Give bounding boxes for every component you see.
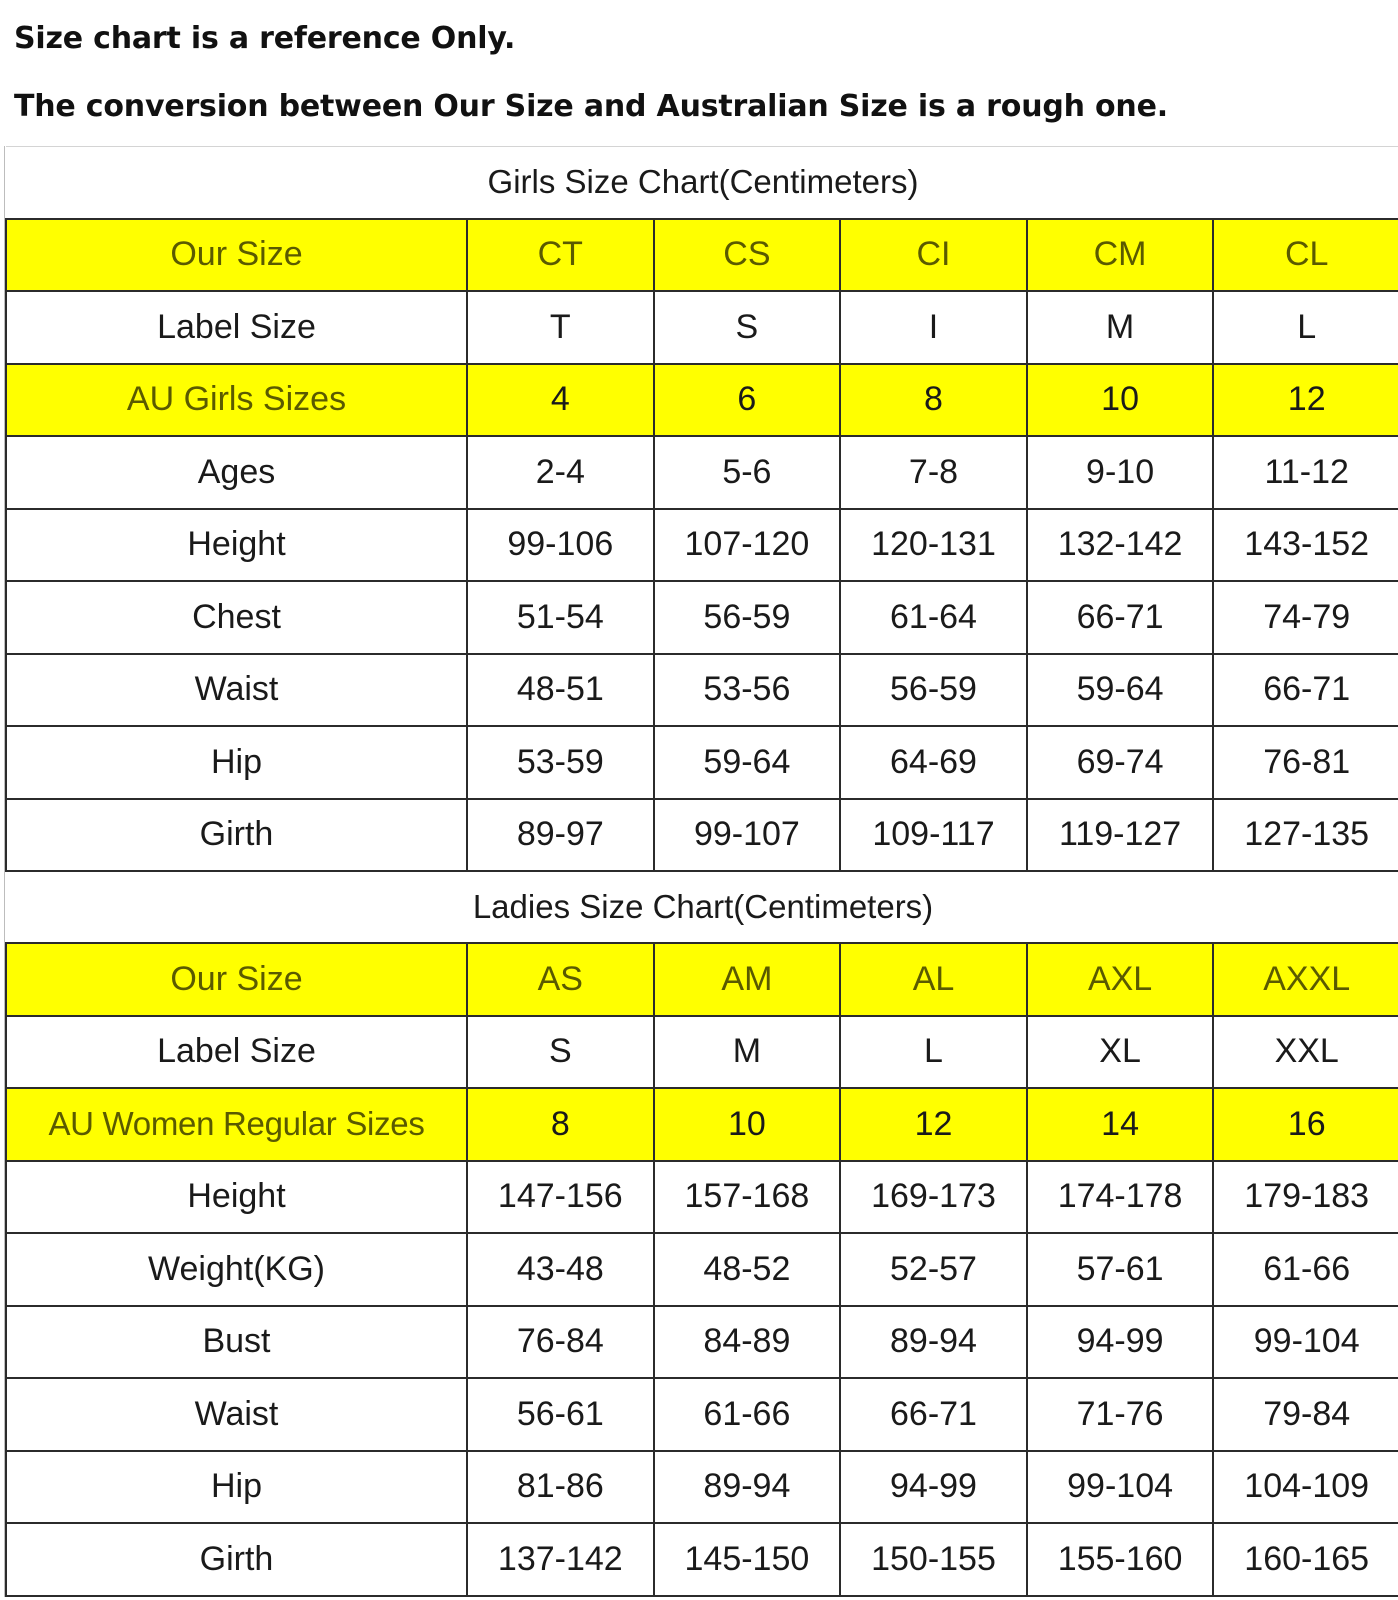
table-cell: L	[1213, 291, 1398, 364]
table-cell: I	[840, 291, 1027, 364]
table-cell: 4	[467, 364, 654, 437]
row-label: Our Size	[6, 943, 467, 1016]
table-cell: 150-155	[840, 1523, 1027, 1596]
table-cell: 99-106	[467, 509, 654, 582]
row-label: Girth	[6, 1523, 467, 1596]
table-cell: 107-120	[654, 509, 841, 582]
ladies-row-girth	[6, 1523, 1398, 1596]
table-cell: 56-59	[654, 581, 841, 654]
table-cell: 59-64	[654, 726, 841, 799]
table-cell: 61-66	[1213, 1233, 1398, 1306]
table-cell: 5-6	[654, 436, 841, 509]
table-cell: CI	[840, 219, 1027, 292]
ladies-caption-row	[6, 871, 1398, 943]
table-cell: 109-117	[840, 799, 1027, 872]
table-cell: CS	[654, 219, 841, 292]
table-cell: 48-52	[654, 1233, 841, 1306]
table-cell: 48-51	[467, 654, 654, 727]
table-cell: 12	[840, 1088, 1027, 1161]
table-cell: 119-127	[1027, 799, 1214, 872]
table-cell: 76-81	[1213, 726, 1398, 799]
table-cell: 57-61	[1027, 1233, 1214, 1306]
table-cell: 59-64	[1027, 654, 1214, 727]
table-cell: 12	[1213, 364, 1398, 437]
girls-chart-caption: Girls Size Chart(Centimeters)	[6, 147, 1398, 219]
table-cell: 8	[840, 364, 1027, 437]
table-cell: 94-99	[1027, 1306, 1214, 1379]
table-cell: CL	[1213, 219, 1398, 292]
table-cell: T	[467, 291, 654, 364]
table-cell: 2-4	[467, 436, 654, 509]
table-cell: 53-59	[467, 726, 654, 799]
table-cell: AXL	[1027, 943, 1214, 1016]
row-label: Chest	[6, 581, 467, 654]
conversion-note: The conversion between Our Size and Australian Size is a rough one.	[14, 89, 1168, 124]
reference-note: Size chart is a reference Only.	[14, 21, 516, 56]
table-cell: AXXL	[1213, 943, 1398, 1016]
row-label: Girth	[6, 799, 467, 872]
table-cell: 71-76	[1027, 1378, 1214, 1451]
row-label: Ages	[6, 436, 467, 509]
ladies-row-height	[6, 1161, 1398, 1234]
table-cell: 89-94	[840, 1306, 1027, 1379]
table-cell: 143-152	[1213, 509, 1398, 582]
table-cell: 14	[1027, 1088, 1214, 1161]
table-cell: XXL	[1213, 1016, 1398, 1089]
table-cell: 99-104	[1213, 1306, 1398, 1379]
ladies-chart-caption: Ladies Size Chart(Centimeters)	[6, 871, 1398, 943]
ladies-row-our-size	[6, 943, 1398, 1016]
table-cell: 16	[1213, 1088, 1398, 1161]
table-cell: XL	[1027, 1016, 1214, 1089]
table-cell: 79-84	[1213, 1378, 1398, 1451]
row-label: Hip	[6, 726, 467, 799]
table-cell: 66-71	[1027, 581, 1214, 654]
row-label: Label Size	[6, 291, 467, 364]
table-cell: 160-165	[1213, 1523, 1398, 1596]
size-chart-body	[6, 147, 1398, 1596]
table-cell: 147-156	[467, 1161, 654, 1234]
table-cell: AL	[840, 943, 1027, 1016]
table-cell: AM	[654, 943, 841, 1016]
girls-row-label-size	[6, 291, 1398, 364]
table-cell: 64-69	[840, 726, 1027, 799]
row-label: Label Size	[6, 1016, 467, 1089]
size-chart-table	[5, 146, 1398, 1597]
table-cell: 61-64	[840, 581, 1027, 654]
ladies-row-waist	[6, 1378, 1398, 1451]
girls-caption-row	[6, 147, 1398, 219]
girls-row-ages	[6, 436, 1398, 509]
ladies-row-au-women-regular-sizes	[6, 1088, 1398, 1161]
table-cell: 94-99	[840, 1451, 1027, 1524]
row-label: Bust	[6, 1306, 467, 1379]
table-cell: 84-89	[654, 1306, 841, 1379]
table-cell: 99-104	[1027, 1451, 1214, 1524]
row-label: AU Girls Sizes	[6, 364, 467, 437]
table-cell: 137-142	[467, 1523, 654, 1596]
ladies-row-weight-kg	[6, 1233, 1398, 1306]
row-label: Waist	[6, 654, 467, 727]
row-label: Waist	[6, 1378, 467, 1451]
table-cell: 7-8	[840, 436, 1027, 509]
size-chart-sheet	[4, 146, 1398, 1597]
table-cell: M	[654, 1016, 841, 1089]
table-cell: 56-61	[467, 1378, 654, 1451]
table-cell: 8	[467, 1088, 654, 1161]
table-cell: 51-54	[467, 581, 654, 654]
ladies-row-hip	[6, 1451, 1398, 1524]
table-cell: 155-160	[1027, 1523, 1214, 1596]
table-cell: AS	[467, 943, 654, 1016]
table-cell: 74-79	[1213, 581, 1398, 654]
table-cell: 179-183	[1213, 1161, 1398, 1234]
table-cell: 120-131	[840, 509, 1027, 582]
table-cell: 174-178	[1027, 1161, 1214, 1234]
girls-row-height	[6, 509, 1398, 582]
girls-row-waist	[6, 654, 1398, 727]
table-cell: CT	[467, 219, 654, 292]
girls-row-hip	[6, 726, 1398, 799]
table-cell: 76-84	[467, 1306, 654, 1379]
ladies-row-label-size	[6, 1016, 1398, 1089]
table-cell: 66-71	[1213, 654, 1398, 727]
table-cell: 145-150	[654, 1523, 841, 1596]
table-cell: 169-173	[840, 1161, 1027, 1234]
table-cell: 43-48	[467, 1233, 654, 1306]
table-cell: 99-107	[654, 799, 841, 872]
table-cell: L	[840, 1016, 1027, 1089]
table-cell: 6	[654, 364, 841, 437]
table-cell: M	[1027, 291, 1214, 364]
table-cell: 10	[654, 1088, 841, 1161]
table-cell: 89-94	[654, 1451, 841, 1524]
row-label: Weight(KG)	[6, 1233, 467, 1306]
row-label: Our Size	[6, 219, 467, 292]
table-cell: 104-109	[1213, 1451, 1398, 1524]
girls-row-girth	[6, 799, 1398, 872]
table-cell: 11-12	[1213, 436, 1398, 509]
table-cell: 132-142	[1027, 509, 1214, 582]
table-cell: 9-10	[1027, 436, 1214, 509]
girls-row-our-size	[6, 219, 1398, 292]
table-cell: 53-56	[654, 654, 841, 727]
row-label: Height	[6, 1161, 467, 1234]
row-label: AU Women Regular Sizes	[6, 1088, 467, 1161]
table-cell: 89-97	[467, 799, 654, 872]
table-cell: 61-66	[654, 1378, 841, 1451]
table-cell: CM	[1027, 219, 1214, 292]
table-cell: 56-59	[840, 654, 1027, 727]
row-label: Height	[6, 509, 467, 582]
table-cell: 52-57	[840, 1233, 1027, 1306]
table-cell: 81-86	[467, 1451, 654, 1524]
table-cell: 127-135	[1213, 799, 1398, 872]
table-cell: S	[654, 291, 841, 364]
table-cell: 157-168	[654, 1161, 841, 1234]
girls-row-au-girls-sizes	[6, 364, 1398, 437]
table-cell: 69-74	[1027, 726, 1214, 799]
table-cell: S	[467, 1016, 654, 1089]
ladies-row-bust	[6, 1306, 1398, 1379]
table-cell: 66-71	[840, 1378, 1027, 1451]
table-cell: 10	[1027, 364, 1214, 437]
girls-row-chest	[6, 581, 1398, 654]
row-label: Hip	[6, 1451, 467, 1524]
